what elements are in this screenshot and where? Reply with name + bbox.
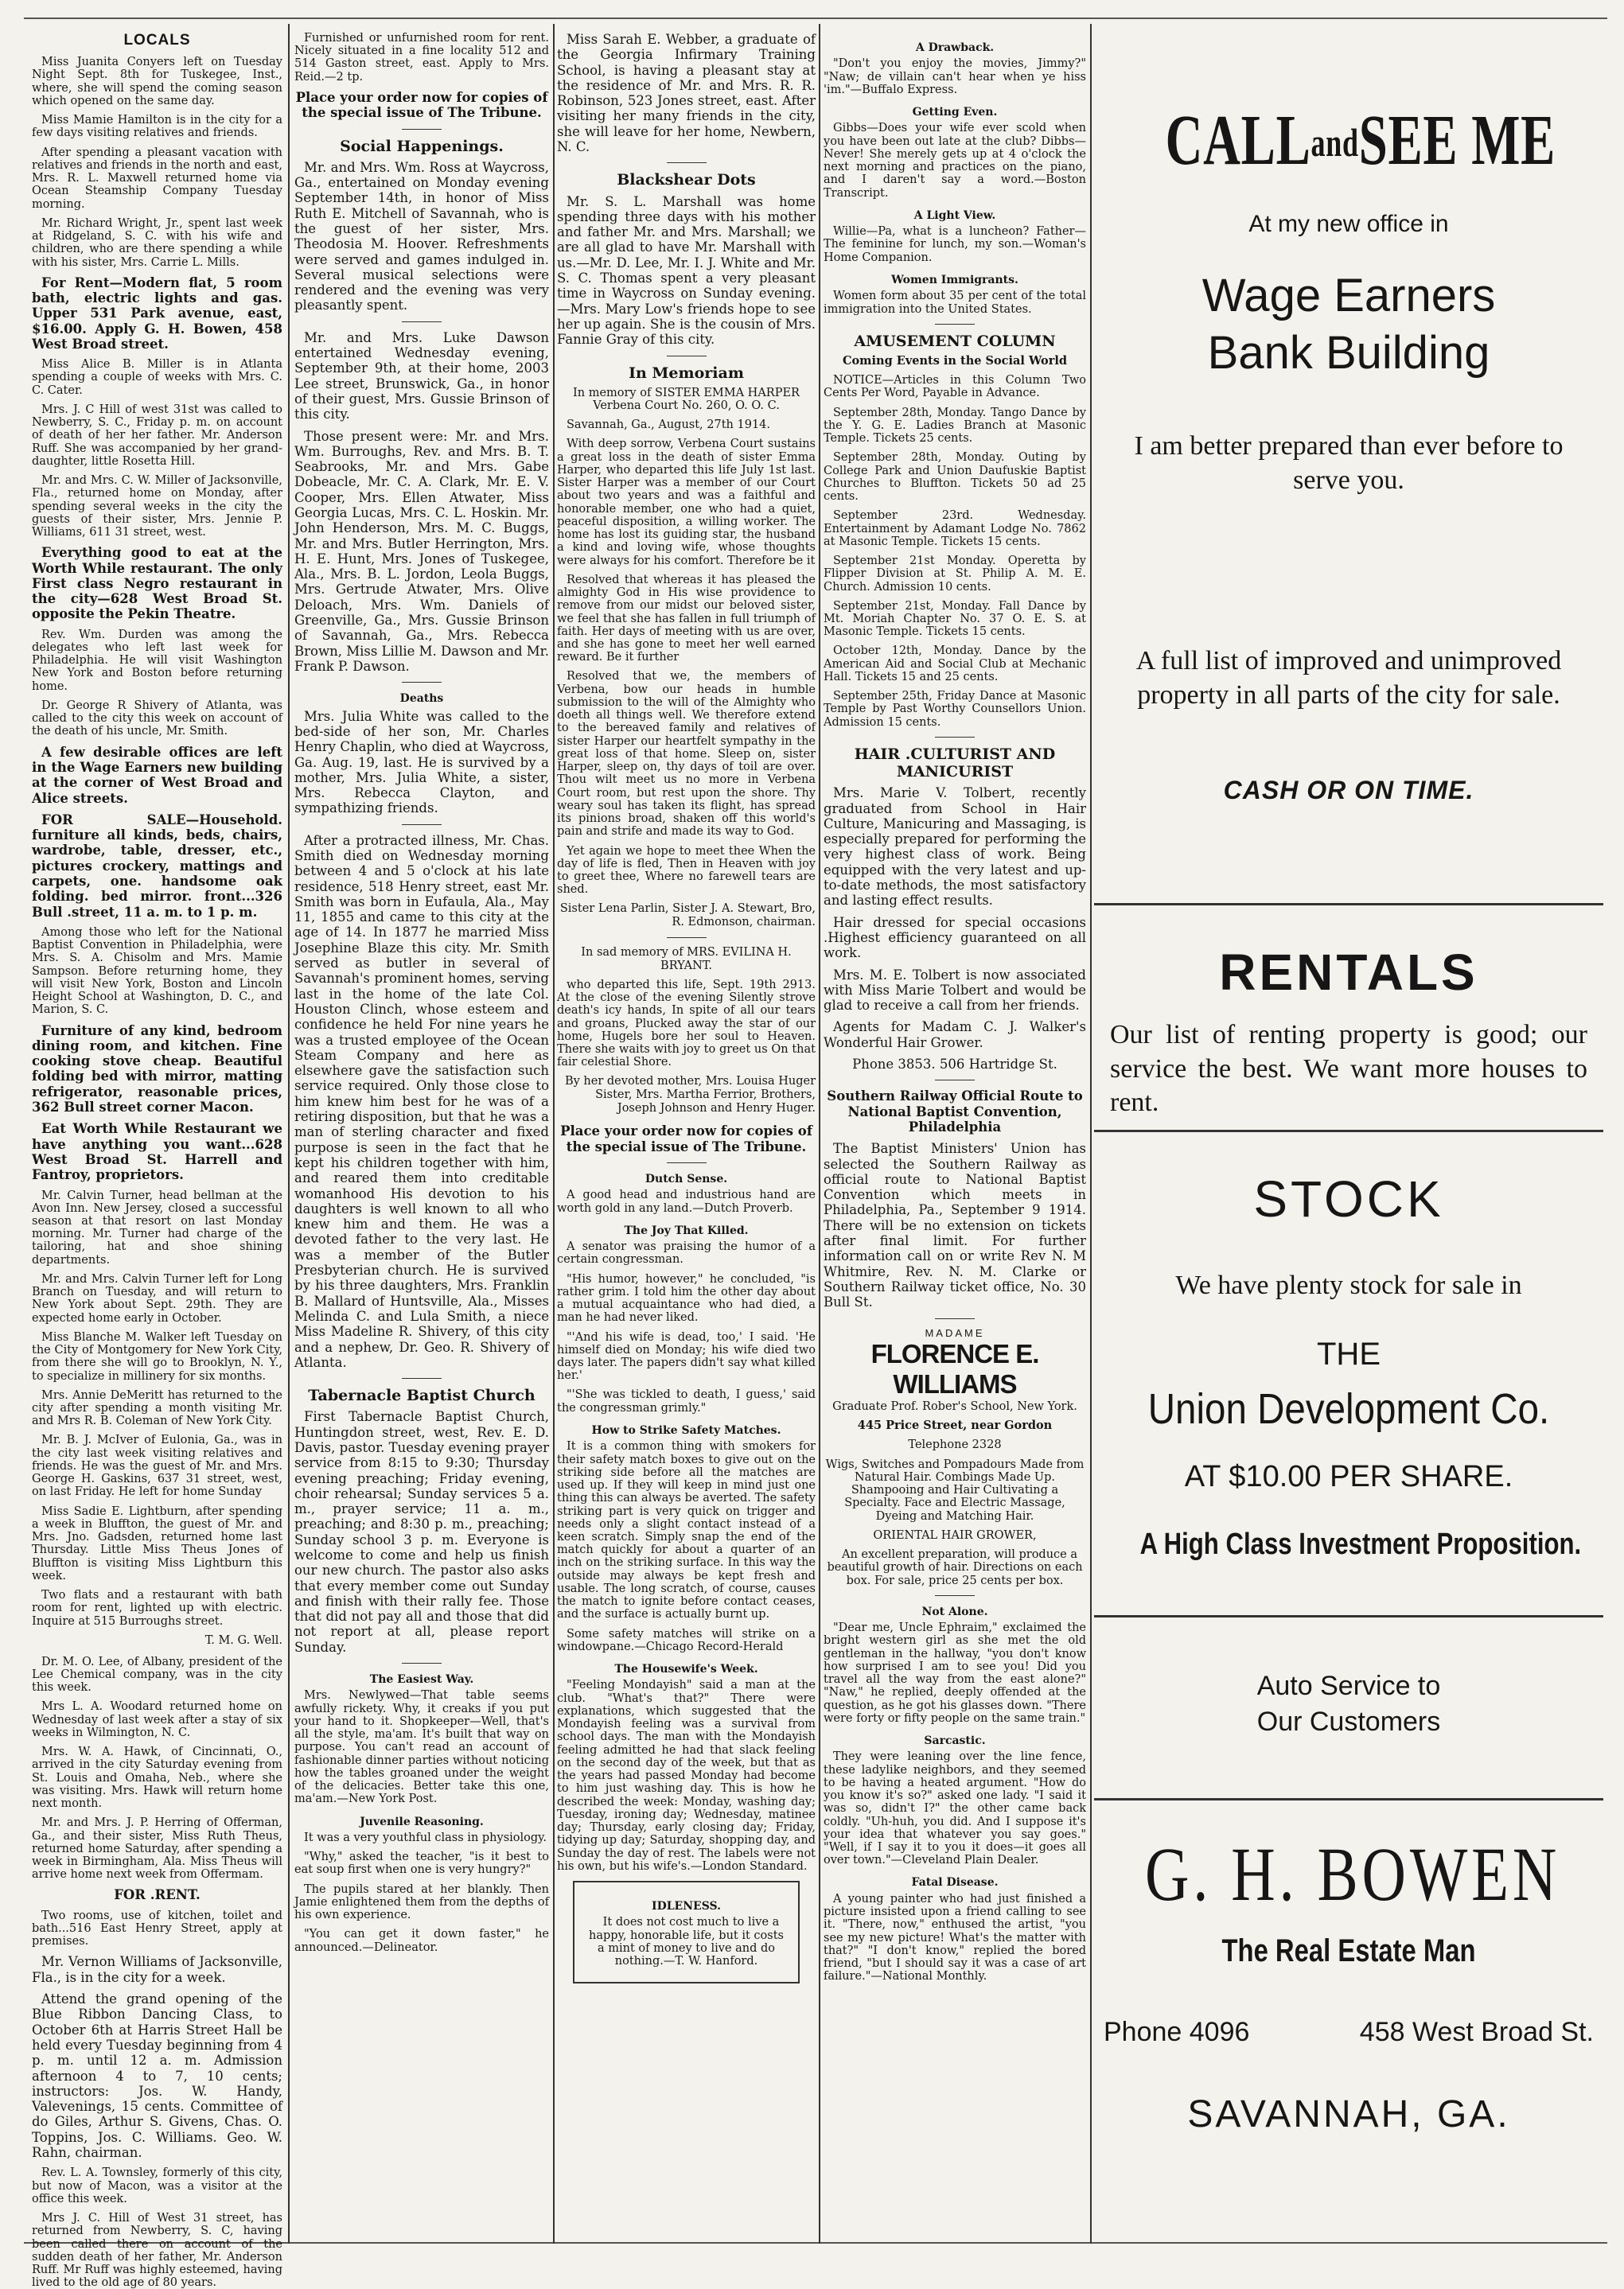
call-and-see-me-ad bbox=[1094, 99, 1603, 181]
local-item: Miss Sadie E. Lightburn, after spending a week in Bluffton, the guest of Mr. and Mrs. Jno. Gadsden, returned home last Thursday. Little Miss Theus Jones of Bluffton is visiting Miss Lightburn this week. bbox=[32, 1505, 282, 1582]
and-word: and bbox=[1310, 120, 1359, 165]
memoriam-signature: Sister Lena Parlin, Sister J. A. Stewart, Bro, R. Edmonson, chairman. bbox=[559, 902, 816, 929]
death-notice: Mrs. Julia White was called to the bed-side of her son, Mr. Charles Henry Chaplin, who died at Waycross, Ga. Aug. 19, last. He is survived by a mother, Mrs. Julia White, a sister, Mrs. Rebecca Clayton, and sympathizing friends. bbox=[294, 708, 549, 816]
juvenile-text: It was a very youthful class in physiology. bbox=[304, 1831, 547, 1844]
dutch-text: A good head and industrious hand are worth gold in any land.—Dutch Proverb. bbox=[557, 1189, 816, 1215]
local-item: Furniture of any kind, bedroom dining room, and kitchen. Fine cooking stove cheap. Beautiful folding bed with mirror, matting refrigerator, reasonable prices, 362 Bull street corner Macon. bbox=[32, 1022, 282, 1115]
local-item: FOR SALE—Household. furniture all kinds, beds, chairs, wardrobe, table, dresser, etc., pictures crockery, mattings and carpets, one. handsome oak folding. bed mirror. front...326 Bull .street, 11 a. m. to 1 p. m. bbox=[32, 812, 282, 920]
webber-item: Miss Sarah E. Webber, a graduate of the Georgia Infirmary Training School, is having a pleasant stay at the residence of Mr. and Mrs. R. R. Robinson, 523 Jones street, east. After visiting her many friends in the city, she will leave for her home, Newbern, N. C. bbox=[557, 32, 816, 155]
deaths-heading: Deaths bbox=[399, 692, 444, 706]
local-item: Mr. and Mrs. Calvin Turner left for Long Branch on Tuesday, and will return to New York about Sept. 29th. They are expected home early in October. bbox=[32, 1272, 282, 1325]
dutch-heading: Dutch Sense. bbox=[645, 1172, 728, 1185]
hair-phone: Phone 3853. 506 Hartridge St. bbox=[852, 1057, 1057, 1072]
blackshear-text: Mr. S. L. Marshall was home spending three days with his mother and father Mr. and Mrs. Marshall; we are all glad to have Mr. Marshall with us.—Mr. D. Lee, Mr. I. J. White and Mr. S. C. Thomas spent a very pleasant time in Waycross on Sunday evening.—Mrs. Mary Low's friends hope to see her up again. She is the cousin of Mrs. Fannie Gray of this city. bbox=[557, 193, 816, 348]
amusement-notice: NOTICE—Articles in this Column Two Cents Per Word, Payable in Advance. bbox=[824, 374, 1086, 400]
local-item: Mr. Calvin Turner, head bellman at the Avon Inn. New Jersey, closed a successful season at that resort on last Monday morning. Mr. Turner had charge of the tailoring, hat and shoe shining departments. bbox=[32, 1189, 282, 1267]
event-item: September 21st Monday. Operetta by Flipper Division at St. Philip A. M. E. Church. Admission 10 cents. bbox=[824, 555, 1086, 594]
matches-text: Some safety matches will strike on a windowpane.—Chicago Record-Herald bbox=[557, 1627, 816, 1653]
local-item: Miss Juanita Conyers left on Tuesday Night Sept. 8th for Tuskegee, Inst., where, she will spend the coming season which opened on the same day. bbox=[32, 56, 282, 107]
fw-name: FLORENCE E. WILLIAMS bbox=[870, 1338, 1039, 1399]
joy-heading: The Joy That Killed. bbox=[624, 1224, 749, 1237]
church-heading: Tabernacle Baptist Church bbox=[308, 1387, 535, 1405]
matches-heading: How to Strike Safety Matches. bbox=[591, 1423, 781, 1437]
joy-text: "'And his wife is dead, too,' I said. 'He himself died on Monday; his wife died two days later. The papers didn't say what killed her.' bbox=[557, 1330, 816, 1383]
local-item: Rev. L. A. Townsley, formerly of this city, but now of Macon, was a visitor at the office this week. bbox=[32, 2166, 282, 2205]
locals-list bbox=[32, 56, 282, 2289]
separator bbox=[402, 824, 442, 825]
local-item: Attend the grand opening of the Blue Ribbon Dancing Class, to October 6th at Harris Street Hall be held every Tuesday beginning from 4 p. m. until 12 a. m. Admission afternoon 4 to 7, 10 cents; instructors: Jos. W. Handy, Valevenings, 15 cents. Committee of do Giles, Arthur S. Givens, Chas. O. Toppins, Jos. C. Williams. Geo. W. Rahn, chairman. bbox=[32, 1991, 282, 2161]
bryant-heading: In sad memory of MRS. EVILINA H. BRYANT. bbox=[581, 946, 792, 972]
local-item: Mr. and Mrs. C. W. Miller of Jacksonville, Fla., returned home on Monday, after spending several weeks in the city the guests of their sister, Mrs. Jennie P. Williams, 611 31 street, west. bbox=[32, 474, 282, 539]
auto-service: Auto Service to bbox=[1256, 1671, 1441, 1701]
room-for-rent: Furnished or unfurnished room for rent. Nicely situated in a fine locality 512 and 514 Gaston street, east. Apply to Mrs. Reid.—2 tp. bbox=[294, 32, 549, 84]
juvenile-text: "Why," asked the teacher, "is it best to eat soup first when one is very hungry?" bbox=[294, 1851, 549, 1877]
local-item: Eat Worth While Restaurant we have anything you want...628 West Broad St. Harrell and Fantroy, proprietors. bbox=[32, 1121, 282, 1183]
local-item: Mr. Richard Wright, Jr., spent last week at Ridgeland, S. C. with his wife and children, who are there spending a while with his sister, Mrs. Carrie L. Mills. bbox=[32, 216, 282, 269]
drawback-text: "Don't you enjoy the movies, Jimmy?" "Naw; de villain can't hear when ye hiss 'im."—Buffalo Express. bbox=[824, 57, 1086, 96]
column-three bbox=[557, 32, 816, 2236]
call-headline bbox=[1165, 99, 1556, 181]
column-two bbox=[294, 32, 549, 2236]
local-item: Miss Alice B. Miller is in Atlanta spending a couple of weeks with Mrs. C. C. Cater. bbox=[32, 358, 282, 397]
memoriam-text: Resolved that we, the members of Verbena, bow our heads in humble submission to the will of the Almighty who doeth all things well. We therefore extend to the bereaved family and relatives of sister Harper our heartfelt sympathy in the great loss of that home. Sleep on, sister Harper, sleep on, thy days of toil are over. Thou wilt meet us no more in Verbena Court room, but rest upon the shore. Thy weary soul has taken its flight, has spread its pinions broad, shaken off this world's pain and strife and made its way to God. bbox=[557, 670, 816, 839]
separator bbox=[402, 321, 442, 322]
column-rule bbox=[553, 24, 555, 2244]
easiest-text: Mrs. Newlywed—That table seems awfully rickety. Why, it creaks if you put your hand to it. Shopkeeper—Well, that's all the style, ma'am. It's built that way on purpose. You can't read an account of fashionable dinner parties without noticing how the tables groaned under the weight of the delicacies. Better take this one, ma'am.—New York Post. bbox=[294, 1689, 549, 1806]
wage-earners: Wage Earners bbox=[1201, 270, 1496, 321]
bowen-name: G. H. BOWEN bbox=[1145, 1832, 1561, 1917]
top-rule bbox=[24, 18, 1607, 19]
separator bbox=[402, 682, 442, 683]
locals-column bbox=[32, 32, 282, 2289]
investment-proposition: A High Class Investment Proposition. bbox=[1139, 1528, 1582, 1561]
even-text: Gibbs—Does your wife ever scold when you have been out late at the club? Dibbs—Never! She merely gets up at 4 o'clock the next morning and practices on the piano, and I daren't say a word.—Boston Transcript. bbox=[824, 122, 1086, 200]
ad-divider bbox=[1094, 903, 1603, 905]
better-prepared: I am better prepared than ever before to serve you. bbox=[1134, 431, 1564, 495]
fw-address: 445 Price Street, near Gordon bbox=[857, 1419, 1053, 1433]
order-notice: Place your order now for copies of the special issue of The Tribune. bbox=[295, 89, 548, 121]
local-item: Mrs. W. A. Hawk, of Cincinnati, O., arrived in the city Saturday evening from St. Louis and Omaha, Neb., where she was visiting. Mrs. Hawk will return home next month. bbox=[32, 1746, 282, 1811]
sarcastic-text: They were leaning over the line fence, these ladylike neighbors, and they seemed to be having a heated argument. "How do you know it's so?" asked one lady. "I said it was so, didn't I?" the other came back coldly. "Uh-huh, you did. And I suppose it's your idea that whatever you say goes." "Well, if I say it to you it does—it goes all over town."—Cleveland Plain Dealer. bbox=[824, 1750, 1086, 1867]
fatal-heading: Fatal Disease. bbox=[911, 1876, 999, 1890]
local-item: After spending a pleasant vacation with relatives and friends in the north and east, Mrs. R. L. Maxwell returned home via Ocean Steamship Company Tuesday morning. bbox=[32, 146, 282, 211]
local-item: Mrs L. A. Woodard returned home on Wednesday of last week after a stay of six weeks in Wilmington, N. C. bbox=[32, 1700, 282, 1739]
ad-divider bbox=[1094, 1130, 1603, 1132]
hair-text: Mrs. M. E. Tolbert is now associated with Miss Marie Tolbert and would be glad to receive a call from her friends. bbox=[824, 967, 1086, 1014]
housewife-text: "Feeling Mondayish" said a man at the club. "What's that?" There were explanations, which suggested that the Mondayish feeling was a survival from school days. The man with the Mondayish feeling admitted he had that slack feeling on the second day of the week, but that as the years had passed Monday had become to him just washing day. This is how he described the week: Monday, washing day; Tuesday, ironing day; Wednesday, matinee day; Thursday, early closing day; Friday, tidying up day; Saturday, shopping day, and Sunday the day of rest. The labels were not his own, but his wife's.—London Standard. bbox=[557, 1679, 816, 1873]
joy-text: A senator was praising the humor of a certain congressman. bbox=[557, 1240, 816, 1267]
local-item: Mr. Vernon Williams of Jacksonville, Fla., is in the city for a week. bbox=[32, 1954, 282, 1985]
amusement-heading: AMUSEMENT COLUMN bbox=[854, 332, 1056, 350]
alone-heading: Not Alone. bbox=[921, 1605, 988, 1618]
memoriam-heading: In Memoriam bbox=[629, 364, 744, 382]
separator bbox=[667, 937, 707, 938]
local-item: T. M. G. Well. bbox=[204, 1633, 282, 1647]
local-item: Two rooms, use of kitchen, toilet and bath...516 East Henry Street, apply at premises. bbox=[32, 1909, 282, 1948]
memoriam-date: Savannah, Ga., August, 27th 1914. bbox=[567, 418, 771, 432]
fw-grad: Graduate Prof. Rober's School, New York. bbox=[832, 1399, 1077, 1413]
the-word: THE bbox=[1317, 1337, 1381, 1372]
office-line: At my new office in bbox=[1248, 211, 1449, 237]
local-item: Mr. and Mrs. J. P. Herring of Offerman, Ga., and their sister, Miss Ruth Theus, returned home Saturday, after spending a week in Birmingham, Ala. Miss Theus will arrive home next week from Offermam. bbox=[32, 1816, 282, 1882]
easiest-heading: The Easiest Way. bbox=[369, 1673, 474, 1687]
event-item: September 28th, Monday. Outing by College Park and Union Daufuskie Baptist Churches to Bluffton. Tickets 50 ad 25 cents. bbox=[824, 451, 1086, 504]
local-item: Mr. B. J. McIver of Eulonia, Ga., was in the city last week visiting relatives and friends. He was the guest of Mr. and Mrs. George H. Gaskins, 637 31 street, west, on last Friday. He left for home Sunday bbox=[32, 1434, 282, 1499]
order-notice: Place your order now for copies of the special issue of The Tribune. bbox=[560, 1123, 812, 1154]
light-heading: A Light View. bbox=[913, 208, 996, 222]
separator bbox=[402, 1378, 442, 1379]
church-notice: First Tabernacle Baptist Church, Huntingdon street, west, Rev. E. D. Davis, pastor. Tuesday evening prayer service from 8:15 to 9:30; Thursday evening preaching; Friday evening, choir rehearsal; Sunday services 5 a. m., prayer service; 11 a. m., preaching; and 8:30 p. m., preaching; Sunday school 3 p. m. Everyone is welcome to come and help us finish our new church. The pastor also asks that every member come out Sunday and finish with their rally fee. Those that did not pay all and those that did not report at all, please report Sunday. bbox=[294, 1409, 549, 1655]
railway-heading: Southern Railway Official Route to National Baptist Convention, Philadelphia bbox=[827, 1088, 1083, 1135]
separator bbox=[402, 129, 442, 130]
separator bbox=[935, 324, 975, 325]
housewife-heading: The Housewife's Week. bbox=[614, 1663, 758, 1676]
fw-telephone: Telephone 2328 bbox=[908, 1438, 1002, 1452]
event-item: September 28th, Monday. Tango Dance by the Y. G. E. Ladies Branch at Masonic Temple. Tickets 25 cents. bbox=[824, 406, 1086, 446]
separator bbox=[935, 737, 975, 738]
bowen-sub-line bbox=[1094, 1933, 1603, 1969]
fw-madame: MADAME bbox=[925, 1326, 985, 1339]
see-me-words: SEE ME bbox=[1358, 101, 1556, 180]
blackshear-heading: Blackshear Dots bbox=[617, 171, 756, 189]
social-item: Mr. and Mrs. Wm. Ross at Waycross, Ga., entertained on Monday evening September 14th, in honor of Miss Ruth E. Mitchell of Savannah, who is the guest of her sister, Mrs. Theodosia M. Hoover. Refreshments were served and games indulged in. Several musical selections were rendered and the evening was very pleasantly spent. bbox=[294, 159, 549, 313]
union-line bbox=[1094, 1384, 1603, 1434]
column-four bbox=[824, 32, 1086, 2236]
bryant-signature: By her devoted mother, Mrs. Louisa Huger Sister, Mrs. Martha Ferrior, Brothers, Joseph Johnson and Henry Huger. bbox=[564, 1075, 816, 1115]
fatal-text: A young painter who had just finished a picture insisted upon a friend calling to see it. "There, now," enthused the artist, "you see my new picture! What's the matter with that?" "I don't know," replied the bored friend, "but I should say it was a case of art failure."—National Monthly. bbox=[824, 1892, 1086, 1983]
idleness-box bbox=[573, 1881, 800, 1983]
matches-text: It is a common thing with smokers for their safety match boxes to give out on the striking side before all the matches are used up. If they will keep in mind just one thing this can always be averted. The safety striking part is very quick on trigger and needs only a slight contact instead of a keen scratch. Simply snap the end of the match quickly for about a quarter of an inch on the striking surface. In this way the outside may always be kept fresh and usable. The long scratch, of course, causes the match to ignite before contact ceases, and the surface is actually burnt up. bbox=[557, 1440, 816, 1621]
bowen-address: 458 West Broad St. bbox=[1359, 2017, 1594, 2047]
separator bbox=[667, 1162, 707, 1163]
bowen-contact bbox=[1094, 2017, 1603, 2048]
local-item: Rev. Wm. Durden was among the delegates who left last week for Philadelphia. He will visit Washington New York and Boston before returning home. bbox=[32, 628, 282, 693]
local-item: FOR .RENT. bbox=[114, 1887, 201, 1903]
event-item: October 12th, Monday. Dance by the American Aid and Social Club at Mechanic Hall. Tickets 15 and 25 cents. bbox=[824, 644, 1086, 683]
local-item: Everything good to eat at the Worth While restaurant. The only First class Negro restaurant in the city—628 West Broad St. opposite the Pekin Theatre. bbox=[32, 545, 282, 622]
juvenile-text: The pupils stared at her blankly. Then Jamie enlightened them from the depths of his own experience. bbox=[294, 1882, 549, 1922]
local-item: For Rent—Modern flat, 5 room bath, electric lights and gas. Upper 531 Park avenue, east, $16.00. Apply G. H. Bowen, 458 West Broad street. bbox=[32, 274, 282, 352]
joy-text: "His humor, however," he concluded, "is rather grim. I told him the other day about a mutual acquaintance who had died, a man he had never liked. bbox=[557, 1272, 816, 1325]
bryant-text: who departed this life, Sept. 19th 2913. At the close of the evening Silently strove death's icy hands, In spite of all our tears and groans, Plucked away the star of our home, Hugels bore her soul to Heaven. There she waits with joy to greet us On that fair celestial Shore. bbox=[557, 978, 816, 1069]
amusement-subheading: Coming Events in the Social World bbox=[842, 354, 1068, 368]
sarcastic-heading: Sarcastic. bbox=[924, 1734, 986, 1747]
even-heading: Getting Even. bbox=[912, 106, 998, 119]
juvenile-text: "You can get it down faster," he announced.—Delineator. bbox=[294, 1928, 549, 1954]
real-estate-man: The Real Estate Man bbox=[1221, 1933, 1476, 1968]
events-list bbox=[824, 407, 1086, 729]
locals-heading: LOCALS bbox=[123, 32, 191, 49]
bowen-phone: Phone 4096 bbox=[1104, 2017, 1250, 2047]
light-text: Willie—Pa, what is a luncheon? Father—The feminine for lunch, my son.—Woman's Home Companion. bbox=[824, 225, 1086, 264]
union-development: Union Development Co. bbox=[1147, 1385, 1550, 1433]
event-item: September 25th, Friday Dance at Masonic Temple by Past Worthy Counsellors Union. Admission 15 cents. bbox=[824, 690, 1086, 729]
bowen-line bbox=[1094, 1830, 1603, 1918]
local-item: A few desirable offices are left in the Wage Earners new building at the corner of West Broad and Alice streets. bbox=[32, 744, 282, 806]
death-notice: After a protracted illness, Mr. Chas. Smith died on Wednesday morning between 4 and 5 o'clock at his late residence, 518 Henry street, east Mr. Smith was born in Eufaula, Ala., May 11, 1855 and came to this city at the age of 14. In 1877 he married Miss Josephine Blaze this city. Mr. Smith served as butler in several of Savannah's prominent homes, serving last in the home of the late Col. Houston Clinch, whose esteem and confidence he held For nine years he was a trusted employee of the Ocean Steam Company and here as elsewhere gave the satisfaction such service required. Only those close to him knew him best for he was of a retiring disposition, but that he was a man of sterling character and fixed purpose is seen in the fact that he kept his children together with him, and reared them into creditable womanhood His devotion to his daughters is well known to all who knew him and them. He was a devoted father to the very last. He was a member of the Butler Presbyterian church. He is survived by his three daughters, Mrs. Franklin B. Mallard of Huntsville, Ala., Misses Melinda C. and Lula Smith, a niece Miss Madeline R. Shivery, of this city and a nephew, Dr. Geo. R. Shivery of Atlanta. bbox=[294, 832, 549, 1370]
fw-services: Wigs, Switches and Pompadours Made from Natural Hair. Combings Made Up. Shampooing and Hair Cultivating a Specialty. Face and Electric Massage, Dyeing and Matching Hair. bbox=[825, 1458, 1085, 1523]
property-list: A full list of improved and unimproved property in all parts of the city for sale. bbox=[1135, 646, 1562, 710]
memoriam-subheading: In memory of SISTER EMMA HARPER Verbena Court No. 260, O. O. C. bbox=[573, 386, 800, 413]
hair-text: Agents for Madam C. J. Walker's Wonderful Hair Grower. bbox=[824, 1019, 1086, 1050]
idleness-heading: IDLENESS. bbox=[652, 1899, 721, 1913]
bowen-ad-column bbox=[1094, 32, 1603, 2236]
hair-text: Hair dressed for special occasions .Highest efficiency guaranteed on all work. bbox=[824, 914, 1086, 961]
local-item: Dr. George R Shivery of Atlanta, was called to the city this week on account of the death of his uncle, Mr. Smith. bbox=[32, 699, 282, 738]
ad-divider bbox=[1094, 1798, 1603, 1800]
memoriam-text: Resolved that whereas it has pleased the almighty God in His wise providence to remove from our midst our beloved sister, we feel that she has fallen in full triumph of faith. Her days of meeting with us are over, and she has gone to meet her well earned reward. Be it further bbox=[557, 573, 816, 664]
local-item: Among those who left for the National Baptist Convention in Philadelphia, were Mrs. S. A. Chisolm and Mrs. Mamie Sampson. Before returning home, they will visit New York, Boston and Lincoln Height School at Washington, D. C., and Marion, S. C. bbox=[32, 925, 282, 1017]
social-heading: Social Happenings. bbox=[340, 137, 504, 155]
social-item: Those present were: Mr. and Mrs. Wm. Burroughs, Rev. and Mrs. B. T. Seabrooks, Mr. and Mrs. Gabe Dobeacle, Mr. C. A. Clark, Mr. E. V. Cooper, Mrs. Ellen Atwater, Miss Georgia Lucas, Mrs. C. L. Hoskin. Mr. John Henderson, Mrs. M. C. Buggs, Mr. and Mrs. Butler Herrington, Mrs. H. E. Hunt, Mrs. Jones of Tuskegee, Ala., Mrs. B. L. Jordon, Leola Buggs, Mrs. Gertrude Atwater, Mrs. Olive Deloach, Mrs. Wm. Daniels of Greenville, Ga., Mrs. Gussie Brinson of Savannah, Ga., Mrs. Rebecca Brown, Miss Lillie M. Dawson and Mr. Frank P. Dawson. bbox=[294, 428, 549, 674]
local-item: Dr. M. O. Lee, of Albany, president of the Lee Chemical company, was in the city this week. bbox=[32, 1655, 282, 1695]
juvenile-heading: Juvenile Reasoning. bbox=[360, 1815, 484, 1828]
alone-text: "Dear me, Uncle Ephraim," exclaimed the bright western girl as she met the old gentleman in the hallway, "you don't know how surprised I am to see you! Did you travel all the way from the east alone?" "Naw," he replied, deeply offended at the question, as he got his glasses down. "There were forty or fifty people on the same train." bbox=[824, 1621, 1086, 1725]
local-item: Miss Mamie Hamilton is in the city for a few days visiting relatives and friends. bbox=[32, 114, 282, 140]
local-item: Mrs J. C. Hill of West 31 street, has returned from Newberry, S. C, having been called there on account of the sudden death of her father, Mr. Anderson Ruff. Mr Ruff was highly esteemed, having lived to the old age of 80 years. bbox=[32, 2212, 282, 2289]
stock-heading: STOCK bbox=[1253, 1170, 1444, 1228]
separator bbox=[935, 1595, 975, 1596]
hair-heading: HAIR .CULTURIST AND MANICURIST bbox=[854, 745, 1056, 781]
event-item: September 21st, Monday. Fall Dance by Mt. Moriah Chapter No. 37 O. E. S. at Masonic Temple. Tickets 15 cents. bbox=[824, 599, 1086, 639]
local-item: Miss Blanche M. Walker left Tuesday on the City of Montgomery for New York City, from there she will go to Brooklyn, N. Y., to specialize in millinery for six months. bbox=[32, 1330, 282, 1383]
our-customers: Our Customers bbox=[1256, 1707, 1441, 1737]
cash-or-time: CASH OR ON TIME. bbox=[1223, 776, 1474, 804]
event-item: September 23rd. Wednesday. Entertainment by Adamant Lodge No. 7862 at Masonic Temple. Tickets 15 cents. bbox=[824, 509, 1086, 548]
column-rule bbox=[288, 24, 290, 2244]
idleness-text: It does not cost much to live a happy, honorable life, but it costs a mint of money to live and do nothing.—T. W. Hanford. bbox=[589, 1916, 784, 1968]
separator bbox=[667, 162, 707, 163]
immigrants-text: Women form about 35 per cent of the total immigration into the United States. bbox=[824, 290, 1086, 316]
fw-grower-text: An excellent preparation, will produce a beautiful growth of hair. Directions on each box. For sale, price 25 cents per box. bbox=[827, 1548, 1083, 1587]
memoriam-verse: Yet again we hope to meet thee When the day of life is fled, Then in Heaven with joy to greet thee, Where no farewell tears are shed. bbox=[557, 844, 816, 897]
local-item: Two flats and a restaurant with bath room for rent, lighted up with electric. Inquire at 515 Burroughs street. bbox=[32, 1589, 282, 1628]
column-rule bbox=[1090, 24, 1092, 2244]
call-word: CALL bbox=[1165, 101, 1311, 180]
rentals-text: Our list of renting property is good; our service the best. We want more houses to rent. bbox=[1110, 1020, 1587, 1117]
social-item: Mr. and Mrs. Luke Dawson entertained Wednesday evening, September 9th, at their home, 2003 Lee street, Brunswick, Ga., in honor of their guest, Mrs. Gussie Brinson of this city. bbox=[294, 329, 549, 422]
memoriam-text: With deep sorrow, Verbena Court sustains a great loss in the death of sister Emma Harper, who departed this life July 1st last. Sister Harper was a member of our Court about two years and was a faithful and honorable member, one who had a quiet, peaceful disposition, a willing worker. The home has lost its guiding star, the husband a kind and loving wife, whose thoughts were always for his comfort. Therefore be it bbox=[557, 438, 816, 567]
separator bbox=[935, 1318, 975, 1319]
railway-text: The Baptist Ministers' Union has selected the Southern Railway as official route to National Baptist Convention which meets in Philadelphia, Pa., September 9 1914. There will be no extension on tickets after final limit. For further information call on or write Rev N. M Whitmire, Rev. N. M. Clarke or Southern Railway ticket office, No. 30 Bull St. bbox=[824, 1141, 1086, 1310]
joy-text: "'She was tickled to death, I guess,' said the congressman grimly." bbox=[557, 1388, 816, 1415]
fw-grower-heading: ORIENTAL HAIR GROWER, bbox=[873, 1528, 1037, 1542]
column-rule bbox=[819, 24, 820, 2244]
immigrants-heading: Women Immigrants. bbox=[891, 273, 1018, 286]
hair-text: Mrs. Marie V. Tolbert, recently graduated from School in Hair Culture, Manicuring and Massaging, is especially prepared for performing the very highest class of work. Being equipped with the very latest and up-to-date methods, the most satisfactory and lasting effect results. bbox=[824, 785, 1086, 909]
bowen-contact-row bbox=[1094, 2017, 1603, 2048]
florence-williams-ad bbox=[824, 1327, 1086, 1587]
local-item: Mrs. J. C Hill of west 31st was called to Newberry, S. C., Friday p. m. on account of death of her her father. Mr. Anderson Ruff. She was accompanied by her grand-daughter, little Rosetta Hill. bbox=[32, 403, 282, 468]
invest-line bbox=[1094, 1528, 1603, 1562]
ad-divider bbox=[1094, 1615, 1603, 1617]
local-item: Mrs. Annie DeMeritt has returned to the city after spending a month visiting Mr. and Mrs R. B. Coleman of New York City. bbox=[32, 1388, 282, 1428]
bank-building: Bank Building bbox=[1207, 327, 1490, 379]
stock-text: We have plenty stock for sale in bbox=[1175, 1271, 1522, 1300]
drawback-heading: A Drawback. bbox=[915, 41, 995, 54]
share-price: AT $10.00 PER SHARE. bbox=[1184, 1460, 1513, 1493]
separator bbox=[402, 1663, 442, 1664]
savannah: SAVANNAH, GA. bbox=[1187, 2093, 1510, 2135]
rentals-heading: RENTALS bbox=[1219, 944, 1478, 1001]
